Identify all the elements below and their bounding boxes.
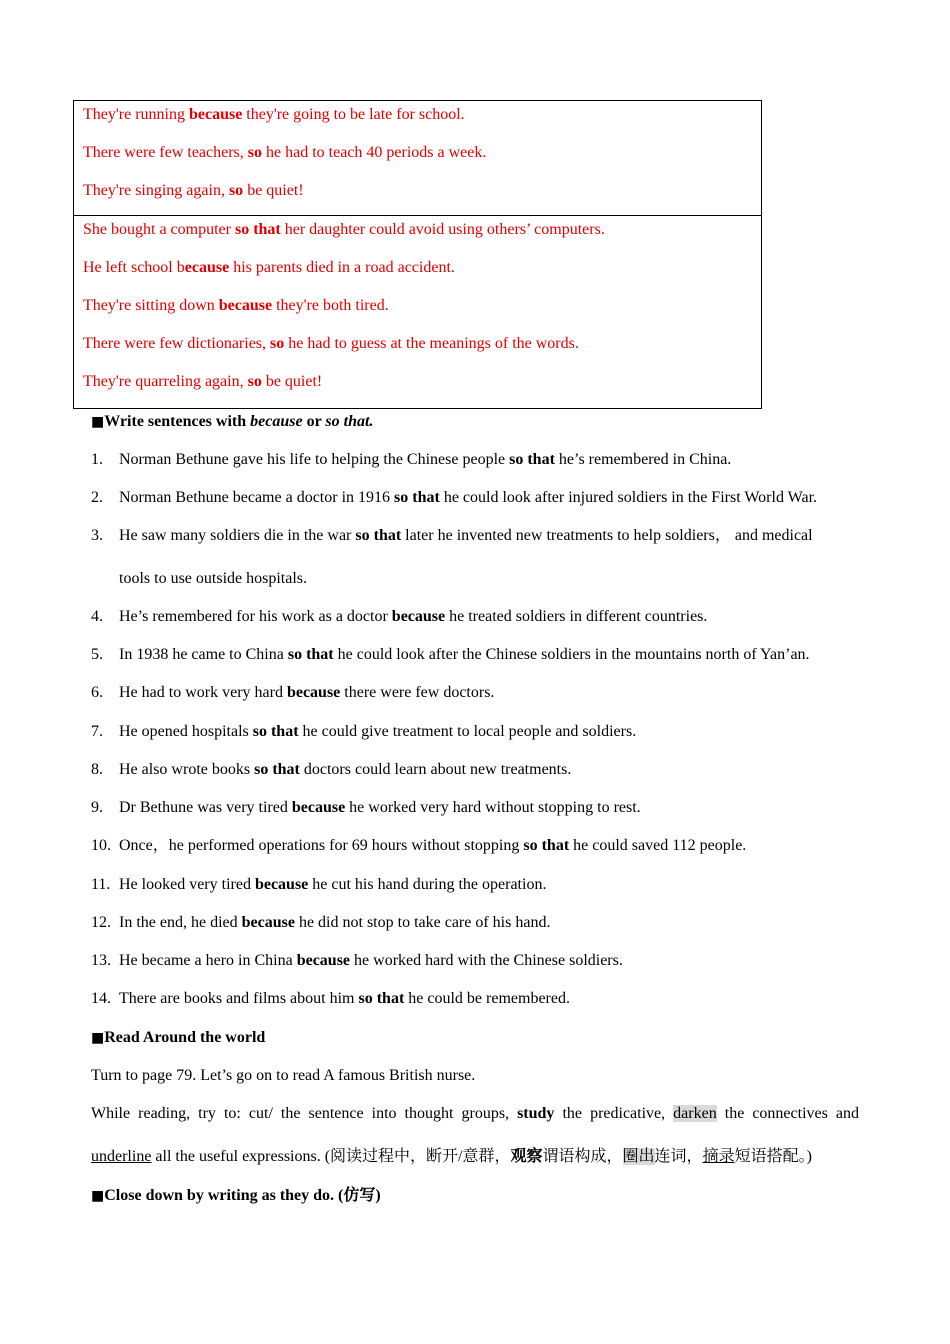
instruction-text: the predicative, (554, 1105, 674, 1122)
instruction-text: 连词， (654, 1148, 703, 1165)
heading-italic: so that. (325, 413, 374, 430)
while-reading-line-2 (91, 1147, 859, 1167)
answer-text: they're going to be late for school. (242, 106, 465, 123)
item-number: 14. (91, 990, 111, 1007)
item-text: he treated soldiers in different countries. (445, 608, 708, 625)
item-keyword: because (291, 799, 346, 816)
instruction-underlined: underline (91, 1148, 152, 1165)
instruction-text: 短语搭配。) (734, 1148, 812, 1165)
item-number: 2. (91, 489, 103, 506)
answer-text: There were few dictionaries, (83, 335, 271, 352)
item-keyword: because (254, 876, 309, 893)
answer-box-1 (73, 100, 762, 216)
item-number: 5. (91, 646, 103, 663)
item-text: later he invented new treatments to help soldiers， and medical (401, 527, 813, 544)
item-keyword: because (391, 608, 446, 625)
item-keyword: because (296, 952, 351, 969)
answer-line (83, 296, 389, 316)
heading-italic: because (250, 413, 303, 430)
item-text: He’s remembered for his work as a doctor (119, 608, 392, 625)
item-text: he worked very hard without stopping to rest. (345, 799, 641, 816)
item-keyword: so that (254, 761, 300, 778)
item-keyword: so that (358, 990, 405, 1007)
answer-line (83, 220, 605, 240)
item-number: 6. (91, 684, 103, 701)
item-text: he could saved 112 people. (569, 837, 747, 854)
section-heading-write (91, 412, 373, 432)
item-text: he could look after injured soldiers in the First World War. (439, 489, 818, 506)
square-bullet-icon: ■ (91, 1188, 105, 1204)
instruction-underlined: 摘录 (702, 1148, 735, 1165)
item-number: 10. (91, 837, 111, 854)
instruction-text: all the useful expressions. (阅读过程中，断开/意群， (151, 1148, 511, 1165)
item-text: he could look after the Chinese soldiers in the mountains north of Yan’an. (333, 646, 810, 663)
item-text: There are books and films about him (119, 990, 359, 1007)
answer-keyword: because (188, 106, 243, 123)
item-text: Norman Bethune became a doctor in 1916 (119, 489, 395, 506)
answer-text: He left school b (83, 259, 185, 276)
heading-text: or (302, 413, 326, 430)
item-text: Once，he performed operations for 69 hours without stopping (119, 837, 524, 854)
answer-line (83, 181, 304, 201)
answer-text: her daughter could avoid using others’ computers. (280, 221, 605, 238)
square-bullet-icon: ■ (91, 1030, 105, 1046)
item-text: tools to use outside hospitals. (119, 570, 307, 587)
answer-line (83, 105, 465, 125)
answer-keyword: so (228, 182, 244, 199)
item-text: In 1938 he came to China (119, 646, 288, 663)
heading-text: Read Around the world (104, 1029, 266, 1046)
answer-line (83, 334, 579, 354)
answer-text: She bought a computer (83, 221, 235, 238)
item-text: He saw many soldiers die in the war (119, 527, 356, 544)
item-number: 12. (91, 914, 111, 931)
item-text: He had to work very hard (119, 684, 287, 701)
answer-text: his parents died in a road accident. (229, 259, 455, 276)
answer-text: They're sitting down (83, 297, 219, 314)
item-text: He looked very tired (119, 876, 255, 893)
answer-box-2 (73, 215, 762, 409)
item-text: He became a hero in China (119, 952, 297, 969)
answer-text: he had to teach 40 periods a week. (262, 144, 487, 161)
instruction-text: the connectives and (716, 1105, 859, 1122)
item-number: 8. (91, 761, 103, 778)
item-text: he did not stop to take care of his hand. (294, 914, 551, 931)
item-keyword: so that (509, 451, 555, 468)
item-number: 9. (91, 799, 103, 816)
answer-text: They're running (83, 106, 189, 123)
item-number: 4. (91, 608, 103, 625)
answer-keyword: so (247, 373, 262, 390)
item-text: He also wrote books (119, 761, 255, 778)
item-text: Norman Bethune gave his life to helping the Chinese people (119, 451, 510, 468)
item-text: He opened hospitals (119, 723, 253, 740)
item-text: he cut his hand during the operation. (308, 876, 547, 893)
item-number: 3. (91, 527, 103, 544)
item-text: Dr Bethune was very tired (119, 799, 292, 816)
turn-to-page-text: Turn to page 79. Let’s go on to read A famous British nurse. (91, 1067, 476, 1084)
answer-keyword: ecause (184, 259, 230, 276)
answer-text: they're both tired. (272, 297, 389, 314)
answer-keyword: because (218, 297, 273, 314)
answer-line (83, 372, 322, 392)
item-keyword: so that (394, 489, 440, 506)
item-text: there were few doctors. (340, 684, 495, 701)
item-text: he could be remembered. (404, 990, 570, 1007)
item-keyword: so that (252, 723, 299, 740)
item-keyword: because (241, 914, 295, 931)
heading-text: Close down by writing as they do. (仿写) (104, 1187, 381, 1204)
section-heading-close-down (91, 1186, 381, 1206)
item-number: 1. (91, 451, 103, 468)
heading-text: Write sentences with (104, 413, 251, 430)
instruction-highlight: darken (673, 1105, 717, 1122)
answer-line (83, 258, 455, 278)
item-text: he’s remembered in China. (554, 451, 732, 468)
answer-text: They're quarreling again, (83, 373, 248, 390)
item-text: In the end, he died (119, 914, 242, 931)
instruction-keyword: study (517, 1105, 555, 1122)
item-keyword: so that (355, 527, 402, 544)
while-reading-line-1 (91, 1104, 859, 1124)
answer-text: he had to guess at the meanings of the words. (284, 335, 579, 352)
item-number: 13. (91, 952, 111, 969)
answer-keyword: so that (234, 221, 281, 238)
item-keyword: so that (287, 646, 334, 663)
answer-text: be quiet! (243, 182, 304, 199)
answer-line (83, 143, 486, 163)
instruction-keyword: 观察 (510, 1148, 543, 1165)
answer-keyword: so (247, 144, 263, 161)
answer-keyword: so (270, 335, 285, 352)
item-number: 7. (91, 723, 103, 740)
item-keyword: so that (523, 837, 570, 854)
item-text: he could give treatment to local people and soldiers. (298, 723, 637, 740)
item-text: he worked hard with the Chinese soldiers. (350, 952, 623, 969)
instruction-text: 谓语构成， (542, 1148, 623, 1165)
answer-text: be quiet! (261, 373, 323, 390)
answer-text: There were few teachers, (83, 144, 248, 161)
item-number: 11. (91, 876, 111, 893)
item-keyword: because (286, 684, 341, 701)
instruction-highlight: 圈出 (622, 1148, 655, 1165)
section-heading-read (91, 1028, 265, 1048)
instruction-text: While reading, try to: cut/ the sentence into thought groups, (91, 1105, 518, 1122)
square-bullet-icon: ■ (91, 414, 105, 430)
answer-text: They're singing again, (83, 182, 229, 199)
item-text: doctors could learn about new treatments. (299, 761, 572, 778)
